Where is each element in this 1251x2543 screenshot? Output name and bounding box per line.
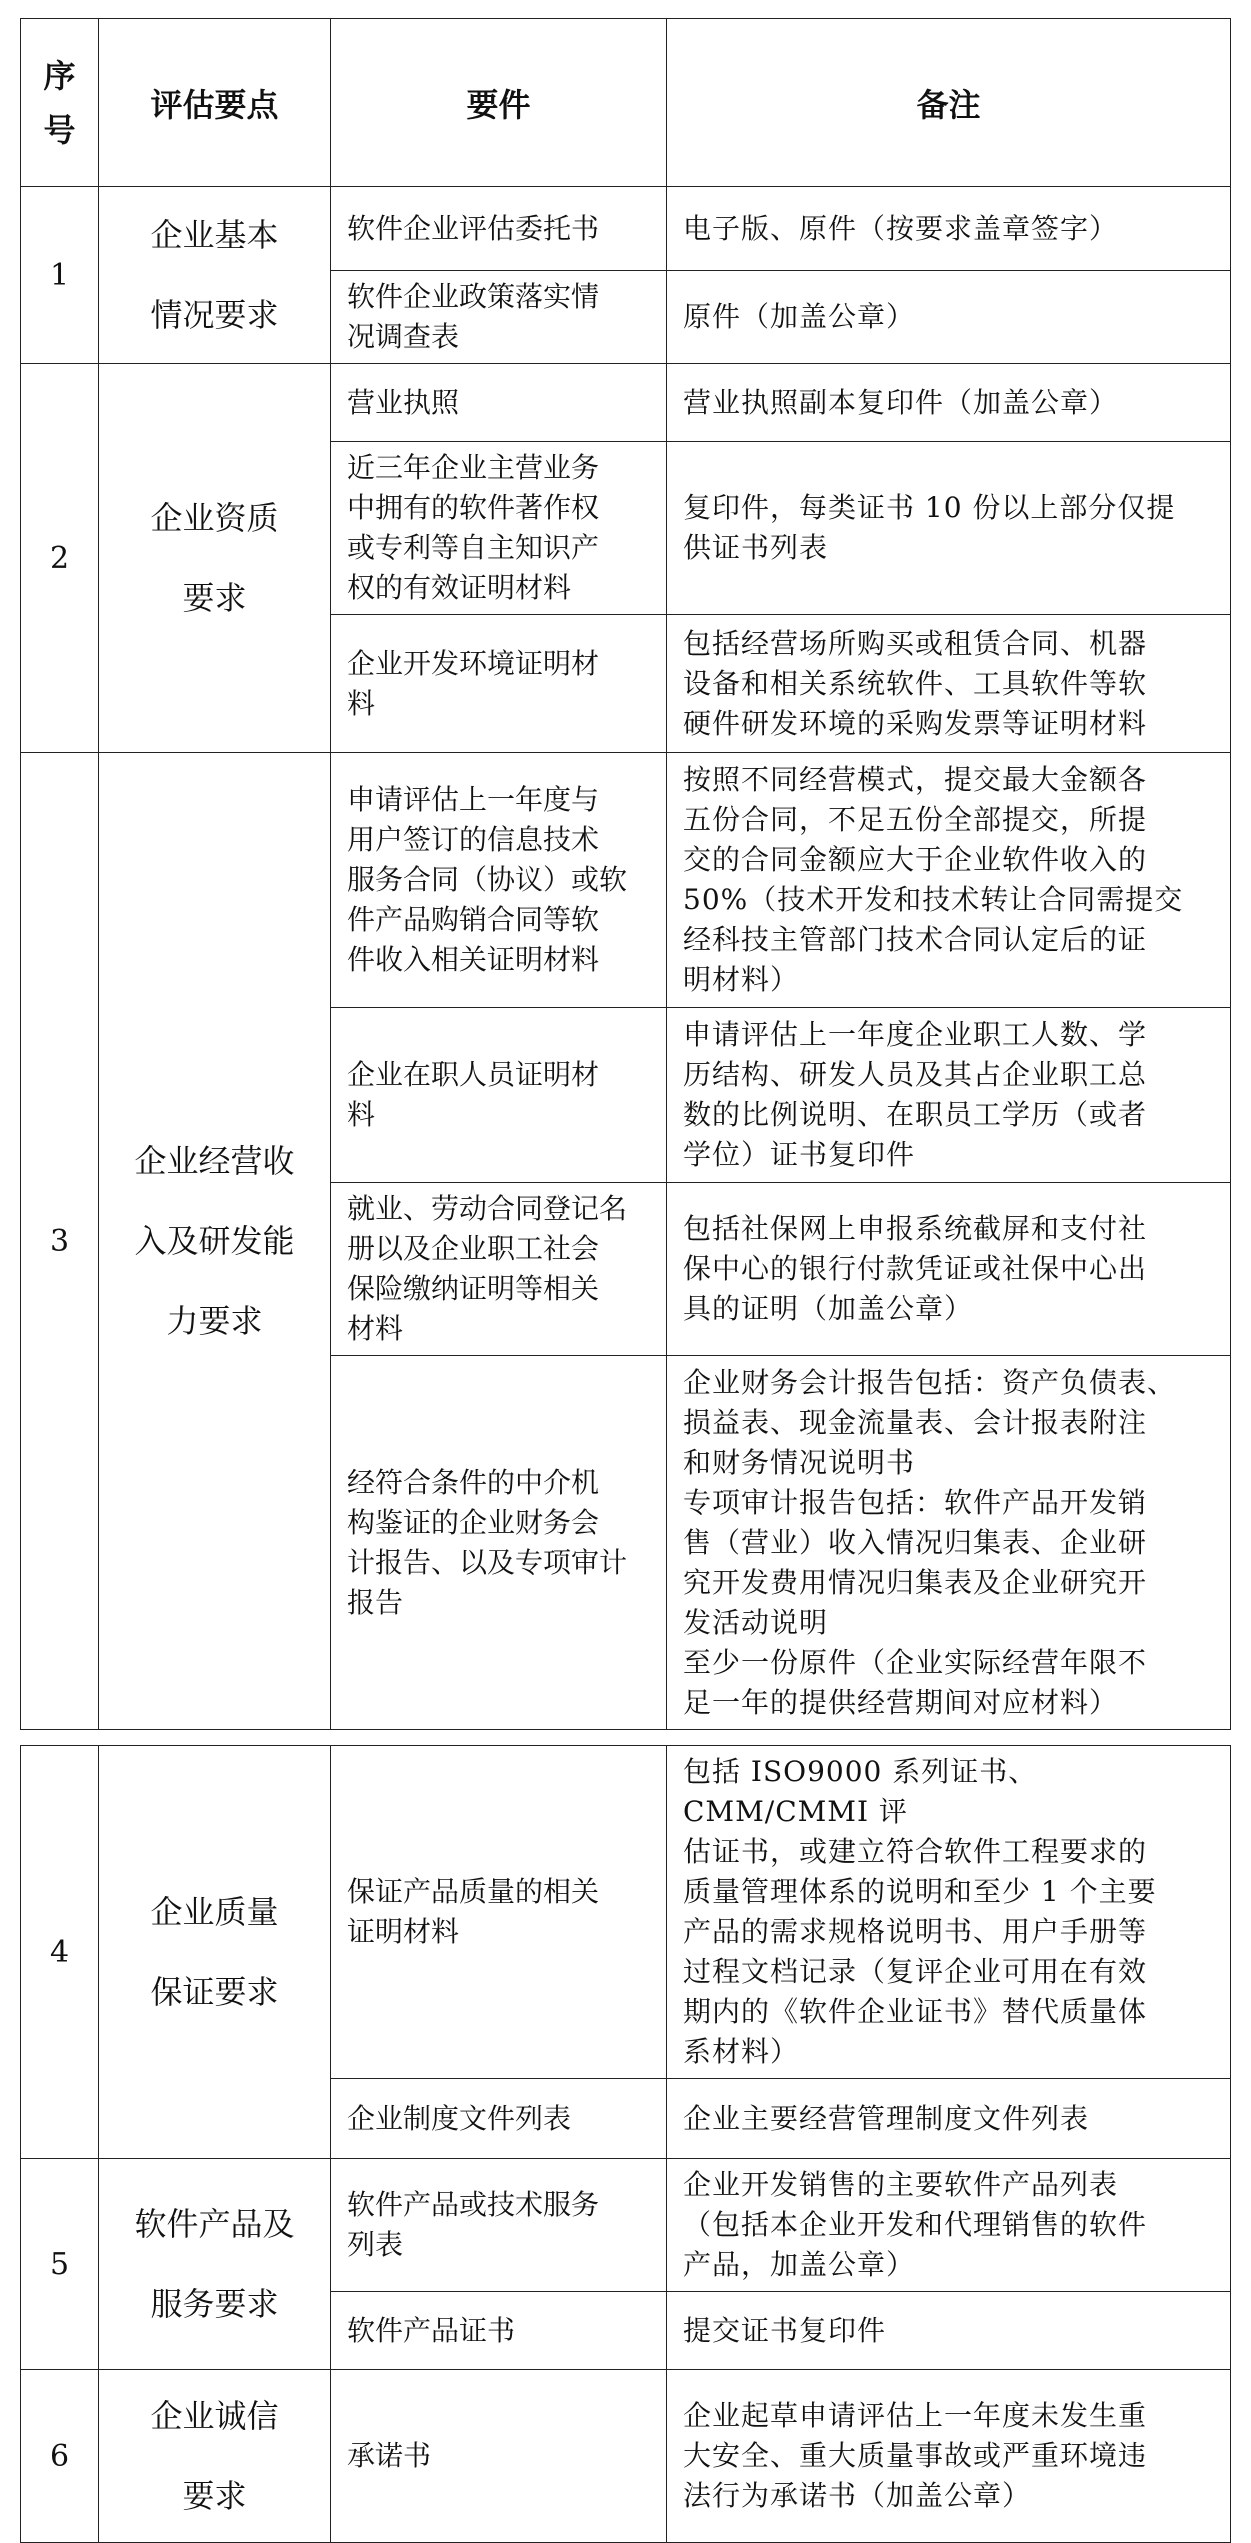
group-number: 3	[21, 753, 99, 1730]
requirement-cell: 软件产品或技术服务 列表	[331, 2159, 667, 2292]
table-header-row	[21, 19, 1231, 187]
table-row	[21, 753, 1231, 1008]
note-cell: 电子版、原件（按要求盖章签字）	[667, 187, 1231, 271]
requirement-cell: 软件企业评估委托书	[331, 187, 667, 271]
note-cell: 企业财务会计报告包括：资产负债表、 损益表、现金流量表、会计报表附注 和财务情况说明书 专项审计报告包括：软件产品开发销 售（营业）收入情况归集表、企业研 究开发费用情况归集表及企业研究开 发活动说明 至少一份原件（企业实际经营年限不 足一年的提供经营期间对应材料）	[667, 1356, 1231, 1730]
note-cell: 包括 ISO9000 系列证书、CMM/CMMI 评 估证书，或建立符合软件工程要求的 质量管理体系的说明和至少 1 个主要 产品的需求规格说明书、用户手册等 过程文档记录（复评企业可用在有效 期内的《软件企业证书》替代质量体 系材料）	[667, 1746, 1231, 2079]
group-number: 6	[21, 2370, 99, 2543]
group-category: 企业诚信 要求	[99, 2370, 331, 2543]
requirements-table-part-2	[20, 1745, 1231, 2543]
note-cell: 按照不同经营模式，提交最大金额各 五份合同，不足五份全部提交，所提 交的合同金额应大于企业软件收入的 50%（技术开发和技术转让合同需提交 经科技主管部门技术合同认定后的证 明材料）	[667, 753, 1231, 1008]
group-category: 企业基本 情况要求	[99, 187, 331, 364]
header-requirements: 要件	[331, 19, 667, 187]
requirement-cell: 保证产品质量的相关 证明材料	[331, 1746, 667, 2079]
note-cell: 包括经营场所购买或租赁合同、机器 设备和相关系统软件、工具软件等软 硬件研发环境的采购发票等证明材料	[667, 615, 1231, 753]
table-row	[21, 364, 1231, 442]
group-category: 软件产品及 服务要求	[99, 2159, 331, 2370]
note-cell: 企业开发销售的主要软件产品列表 （包括本企业开发和代理销售的软件 产品，加盖公章）	[667, 2159, 1231, 2292]
requirement-cell: 经符合条件的中介机 构鉴证的企业财务会 计报告、以及专项审计 报告	[331, 1356, 667, 1730]
group-category: 企业资质 要求	[99, 364, 331, 753]
group-number: 5	[21, 2159, 99, 2370]
group-number: 1	[21, 187, 99, 364]
note-cell: 企业起草申请评估上一年度未发生重 大安全、重大质量事故或严重环境违 法行为承诺书（加盖公章）	[667, 2370, 1231, 2543]
requirement-cell: 申请评估上一年度与 用户签订的信息技术 服务合同（协议）或软 件产品购销合同等软 件收入相关证明材料	[331, 753, 667, 1008]
requirement-cell: 企业制度文件列表	[331, 2079, 667, 2159]
requirement-cell: 就业、劳动合同登记名 册以及企业职工社会 保险缴纳证明等相关 材料	[331, 1183, 667, 1356]
note-cell: 企业主要经营管理制度文件列表	[667, 2079, 1231, 2159]
requirement-cell: 营业执照	[331, 364, 667, 442]
note-cell: 申请评估上一年度企业职工人数、学 历结构、研发人员及其占企业职工总 数的比例说明、在职员工学历（或者 学位）证书复印件	[667, 1008, 1231, 1183]
table-row	[21, 1746, 1231, 2079]
group-number: 2	[21, 364, 99, 753]
table-row	[21, 187, 1231, 271]
note-cell: 复印件，每类证书 10 份以上部分仅提 供证书列表	[667, 442, 1231, 615]
table-row	[21, 2159, 1231, 2292]
header-points: 评估要点	[99, 19, 331, 187]
requirement-cell: 企业开发环境证明材 料	[331, 615, 667, 753]
group-number: 4	[21, 1746, 99, 2159]
note-cell: 营业执照副本复印件（加盖公章）	[667, 364, 1231, 442]
note-cell: 包括社保网上申报系统截屏和支付社 保中心的银行付款凭证或社保中心出 具的证明（加盖公章）	[667, 1183, 1231, 1356]
requirement-cell: 软件企业政策落实情 况调查表	[331, 271, 667, 364]
requirements-table-part-1	[20, 18, 1231, 1730]
header-num: 序 号	[21, 19, 99, 187]
table-row	[21, 2370, 1231, 2543]
group-category: 企业质量 保证要求	[99, 1746, 331, 2159]
header-notes: 备注	[667, 19, 1231, 187]
group-category: 企业经营收 入及研发能 力要求	[99, 753, 331, 1730]
note-cell: 提交证书复印件	[667, 2292, 1231, 2370]
requirement-cell: 企业在职人员证明材 料	[331, 1008, 667, 1183]
requirement-cell: 近三年企业主营业务 中拥有的软件著作权 或专利等自主知识产 权的有效证明材料	[331, 442, 667, 615]
note-cell: 原件（加盖公章）	[667, 271, 1231, 364]
requirement-cell: 软件产品证书	[331, 2292, 667, 2370]
requirement-cell: 承诺书	[331, 2370, 667, 2543]
